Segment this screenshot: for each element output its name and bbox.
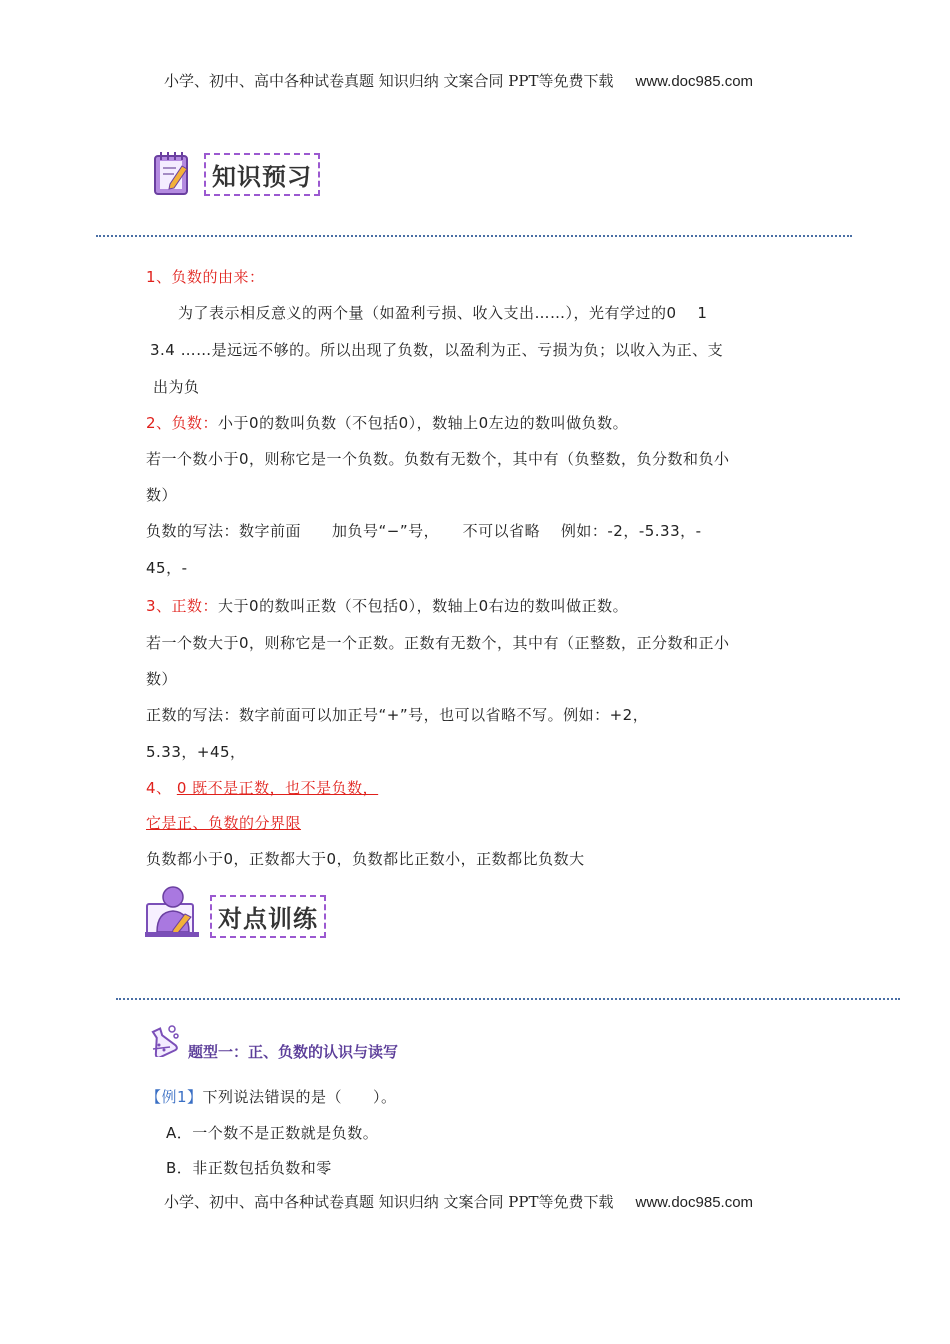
page-header bbox=[164, 70, 753, 91]
k4-line1: 0 既不是正数，也不是负数， bbox=[176, 779, 379, 797]
teacher-at-desk-icon bbox=[145, 884, 201, 938]
k2-line4: 45，- bbox=[146, 559, 188, 577]
k2-def: 小于0的数叫负数（不包括0），数轴上0左边的数叫做负数。 bbox=[218, 414, 629, 432]
k3-line4: 5.33，+45， bbox=[146, 743, 246, 761]
k2-line2: 数） bbox=[146, 486, 178, 504]
k3-line3: 正数的写法：数字前面可以加正号“+”号，也可以省略不写。例如：+2， bbox=[146, 706, 649, 724]
k3-def: 大于0的数叫正数（不包括0），数轴上0右边的数叫做正数。 bbox=[218, 597, 629, 615]
footer-text: 小学、初中、高中各种试卷真题 知识归纳 文案合同 PPT等免费下载 bbox=[164, 1193, 614, 1211]
header-url: www.doc985.com bbox=[635, 73, 754, 90]
k1-line1: 为了表示相反意义的两个量（如盈利亏损、收入支出……），光有学过的0 1 bbox=[178, 304, 708, 322]
dotted-divider bbox=[116, 998, 900, 1000]
topic-title: 题型一：正、负数的认识与读写 bbox=[188, 1043, 399, 1061]
k2-line1: 若一个数小于0，则称它是一个负数。负数有无数个，其中有（负整数，负分数和负小 bbox=[146, 450, 730, 468]
header-text: 小学、初中、高中各种试卷真题 知识归纳 文案合同 PPT等免费下载 bbox=[164, 72, 614, 90]
option-b: B．非正数包括负数和零 bbox=[166, 1159, 332, 1177]
k1-line3: 出为负 bbox=[153, 378, 200, 396]
k2-line3: 负数的写法：数字前面 加负号“−”号， 不可以省略 例如：-2，-5.33，- bbox=[146, 522, 702, 540]
example1-question-row bbox=[146, 1086, 397, 1107]
page-footer bbox=[164, 1191, 753, 1212]
option-a: A．一个数不是正数就是负数。 bbox=[166, 1124, 379, 1142]
k1-line2: 3.4 ……是远远不够的。所以出现了负数，以盈利为正、亏损为负；以收入为正、支 bbox=[150, 341, 724, 359]
example1-question: 下列说法错误的是（ ）。 bbox=[202, 1088, 397, 1106]
example-tag: 【例1】 bbox=[146, 1088, 203, 1106]
k4-prefix: 4、 bbox=[146, 779, 172, 797]
k2-label: 2、负数： bbox=[146, 414, 219, 432]
dotted-divider bbox=[96, 235, 852, 237]
notebook-pencil-icon bbox=[152, 150, 192, 196]
k3-line2: 数） bbox=[146, 670, 178, 688]
k2-definition bbox=[146, 412, 628, 433]
flask-icon bbox=[146, 1023, 180, 1057]
footer-url: www.doc985.com bbox=[635, 1194, 754, 1211]
k4-line2: 它是正、负数的分界限 bbox=[146, 814, 302, 832]
k3-definition bbox=[146, 595, 628, 616]
section-title-preview: 知识预习 bbox=[204, 153, 320, 196]
section-title-practice: 对点训练 bbox=[210, 895, 326, 938]
k3-line1: 若一个数大于0，则称它是一个正数。正数有无数个，其中有（正整数，正分数和正小 bbox=[146, 634, 730, 652]
k1-heading: 1、负数的由来： bbox=[146, 268, 265, 286]
k4-line1-row bbox=[146, 777, 378, 798]
k4-line3: 负数都小于0，正数都大于0，负数都比正数小，正数都比负数大 bbox=[146, 850, 585, 868]
k3-label: 3、正数： bbox=[146, 597, 219, 615]
